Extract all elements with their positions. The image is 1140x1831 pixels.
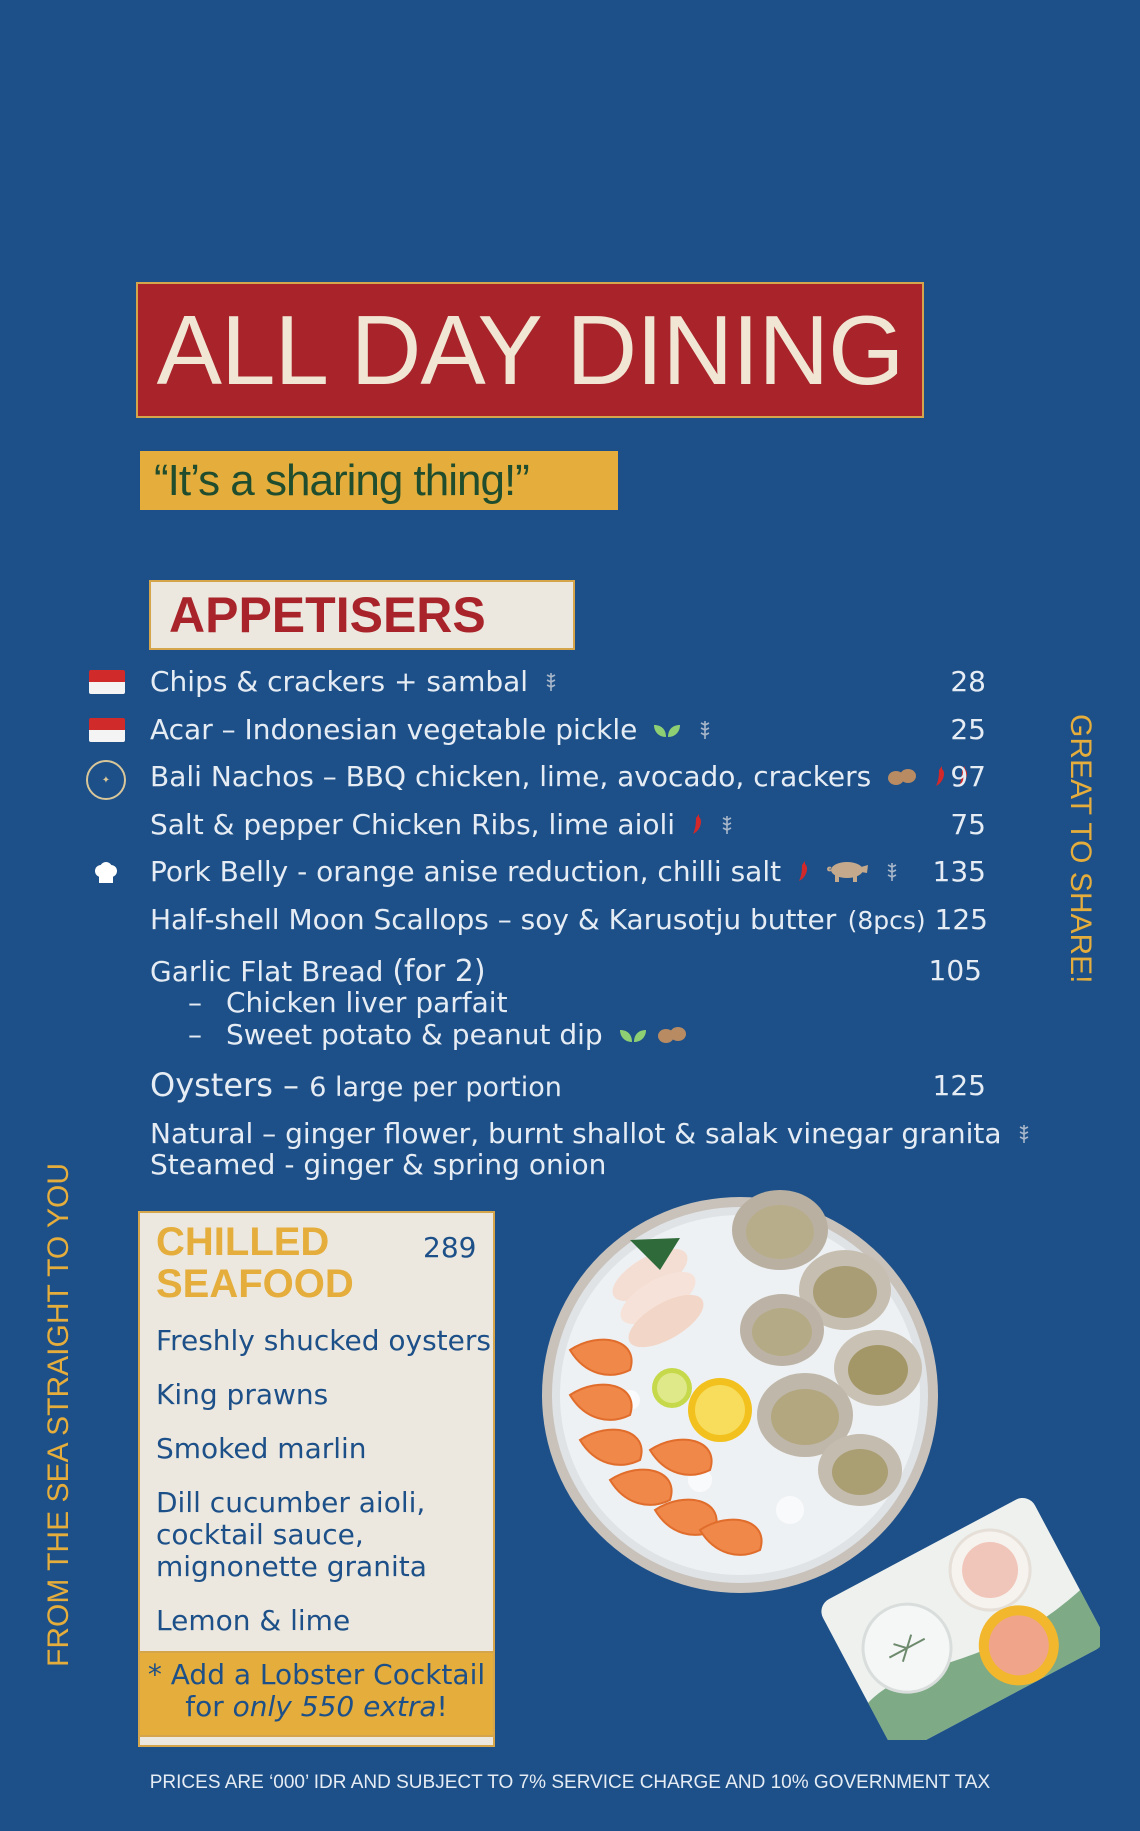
addon-line-2 (140, 1691, 493, 1723)
chilled-title-line: CHILLED (156, 1220, 330, 1264)
item-price: 97 (950, 760, 986, 793)
chef-hat-icon (93, 861, 119, 887)
title-banner (136, 282, 924, 418)
item-price: 105 (928, 954, 982, 987)
chilled-item: Freshly shucked oysters (156, 1324, 491, 1357)
item-name: Garlic Flat Bread (150, 955, 384, 988)
item-price: 125 (932, 1069, 986, 1102)
item-price: 135 (932, 855, 986, 888)
option-label: Sweet potato & peanut dip (226, 1018, 603, 1051)
tagline: “It’s a sharing thing!” (140, 451, 618, 510)
flatbread-option (188, 986, 508, 1019)
item-name: Acar – Indonesian vegetable pickle (150, 713, 638, 746)
gluten-free-icon (543, 667, 559, 700)
chilled-title (156, 1221, 354, 1305)
menu-item (150, 855, 900, 890)
flatbread-option (188, 1018, 688, 1053)
gluten-free-icon (884, 857, 900, 890)
addon-emphasis: only 550 extra (232, 1690, 437, 1723)
section-title-appetisers: APPETISERS (149, 580, 575, 650)
menu-item (150, 760, 970, 795)
indonesian-flag-icon (89, 718, 125, 742)
sauce-line: mignonette granita (156, 1550, 427, 1583)
vegetarian-icon (652, 715, 682, 748)
vegetarian-icon (618, 1020, 648, 1053)
gluten-free-icon (1016, 1119, 1032, 1152)
side-text-left: FROM THE SEA STRAIGHT TO YOU (42, 1163, 75, 1667)
chilli-icon (796, 857, 810, 890)
item-price: 125 (934, 903, 988, 936)
menu-item-flatbread (150, 954, 486, 989)
menu-item (150, 808, 735, 843)
side-text-right: GREAT TO SHARE! (1064, 714, 1097, 984)
chilled-seafood-box (138, 1211, 495, 1747)
item-price-row (840, 903, 988, 936)
addon-end: ! (436, 1690, 448, 1723)
option-dash: – (188, 1018, 202, 1051)
item-name: Bali Nachos – BBQ chicken, lime, avocado, crackers (150, 760, 872, 793)
addon-line: * Add a Lobster Cocktail (147, 1658, 486, 1691)
item-price: 28 (950, 665, 986, 698)
gluten-free-icon (719, 810, 735, 843)
chilled-title-line: SEAFOOD (156, 1262, 354, 1306)
sauce-line: cocktail sauce, (156, 1518, 364, 1551)
lobster-addon (138, 1651, 495, 1737)
option-label: Chicken liver parfait (226, 986, 508, 1019)
chilled-item: Lemon & lime (156, 1604, 351, 1637)
menu-item (150, 903, 836, 936)
side-text-left-wrap (42, 1163, 82, 1733)
chilled-item: King prawns (156, 1378, 329, 1411)
oyster-steamed: Steamed - ginger & spring onion (150, 1148, 607, 1181)
item-detail: 6 large per portion (309, 1072, 562, 1103)
item-name: Half-shell Moon Scallops – soy & Karusotju butter (150, 903, 837, 936)
peanut-icon (656, 1020, 688, 1053)
item-quantity: (8pcs) (847, 906, 926, 935)
pork-icon (825, 857, 869, 890)
option-dash: – (188, 986, 202, 1019)
item-name: Pork Belly - orange anise reduction, chilli salt (150, 855, 782, 888)
menu-item (150, 665, 559, 700)
chilled-price: 289 (423, 1231, 477, 1264)
oyster-natural (150, 1117, 1032, 1152)
oyster-natural-text: Natural – ginger flower, burnt shallot & salak vinegar granita (150, 1117, 1002, 1150)
item-note: (for 2) (392, 954, 486, 989)
bali-emblem-icon: ✦ (86, 760, 126, 800)
footer-note: PRICES ARE ‘000’ IDR AND SUBJECT TO 7% SERVICE CHARGE AND 10% GOVERNMENT TAX (149, 1772, 991, 1793)
seafood-platter-image (540, 1180, 1100, 1740)
addon-for: for (185, 1690, 224, 1723)
item-name: Chips & crackers + sambal (150, 665, 529, 698)
chilli-icon (690, 810, 704, 843)
menu-item-oysters (150, 1066, 562, 1104)
item-name: Salt & pepper Chicken Ribs, lime aioli (150, 808, 676, 841)
chilled-item: Smoked marlin (156, 1432, 367, 1465)
sauce-line: Dill cucumber aioli, (156, 1486, 426, 1519)
gluten-free-icon (697, 715, 713, 748)
page-title: ALL DAY DINING (156, 294, 904, 405)
item-price: 75 (950, 808, 986, 841)
chilled-sauces (156, 1487, 427, 1583)
indonesian-flag-icon (89, 670, 125, 694)
item-name: Oysters – (150, 1066, 300, 1104)
menu-item (150, 713, 713, 748)
item-price: 25 (950, 713, 986, 746)
